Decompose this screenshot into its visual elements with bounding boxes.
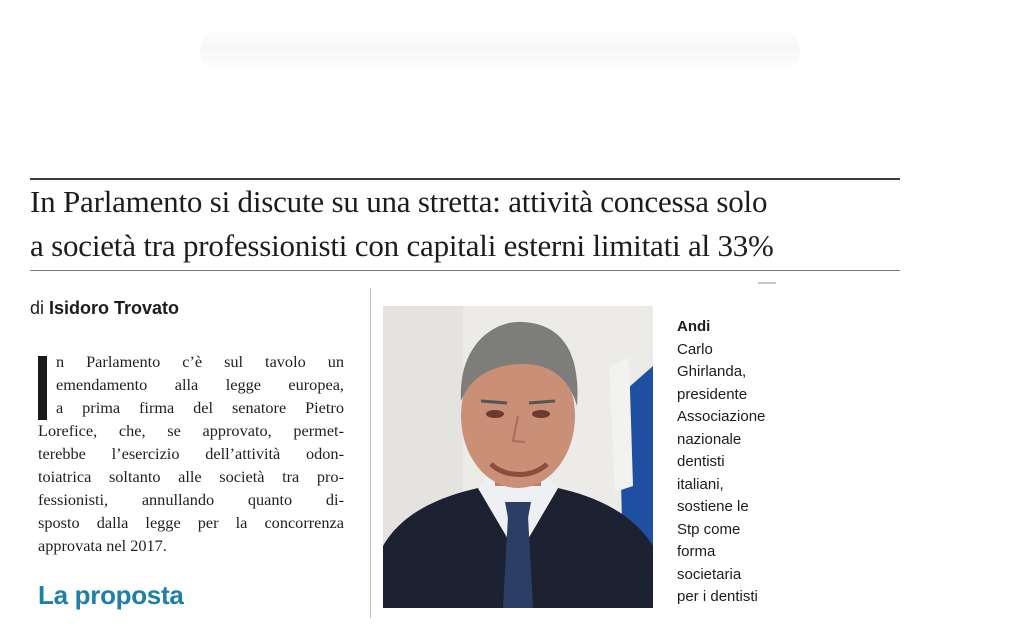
caption-line: nazionale: [677, 430, 742, 448]
caption-line: italiani,: [677, 475, 724, 493]
portrait-photo: [383, 306, 653, 608]
caption-title: Andi: [677, 318, 711, 335]
caption-line: Carlo: [677, 340, 713, 358]
caption-line: dentisti: [677, 453, 725, 470]
scan-smudge: [200, 28, 800, 72]
caption-line: Ghirlanda,: [677, 363, 747, 380]
headline-line-2: a società tra professionisti con capitali esterni limitati al 33%: [30, 228, 774, 263]
article-line: sposto dalla legge per la concorrenza: [38, 513, 344, 532]
portrait-photo-icon: [383, 306, 653, 608]
caption-line: Associazione: [677, 408, 766, 425]
headline-bottom-rule: [30, 270, 900, 271]
photo-caption: [677, 316, 797, 609]
article-line: terebbe l’esercizio dell’attività odon-: [38, 444, 344, 463]
headline: [30, 180, 900, 268]
column-divider: [370, 288, 371, 618]
byline-prefix: di: [30, 298, 45, 318]
article-line: emendamento alla legge europea,: [56, 375, 344, 394]
caption-line: sostiene le: [677, 498, 749, 515]
article-line: fessionisti, annullando quanto di-: [38, 490, 344, 509]
section-title: La proposta: [38, 580, 184, 610]
byline: [30, 298, 179, 319]
article-line: a prima firma del senatore Pietro: [56, 398, 344, 417]
byline-author: Isidoro Trovato: [49, 298, 180, 318]
caption-line: forma: [677, 543, 716, 560]
article-line: n Parlamento c’è sul tavolo un: [56, 352, 344, 371]
decorative-mark: [758, 282, 776, 284]
caption-line: societaria: [677, 565, 742, 583]
caption-line: per i dentisti: [677, 588, 758, 605]
article-body: [38, 350, 344, 557]
article-line: toiatrica soltanto alle società tra pro-: [38, 467, 344, 486]
headline-line-1: In Parlamento si discute su una stretta: attività concessa solo: [30, 184, 768, 219]
article-line: approvata nel 2017.: [38, 536, 167, 555]
caption-line: presidente: [677, 385, 748, 403]
article-line: Lorefice, che, se approvato, permet-: [38, 421, 344, 440]
caption-line: Stp come: [677, 520, 741, 538]
